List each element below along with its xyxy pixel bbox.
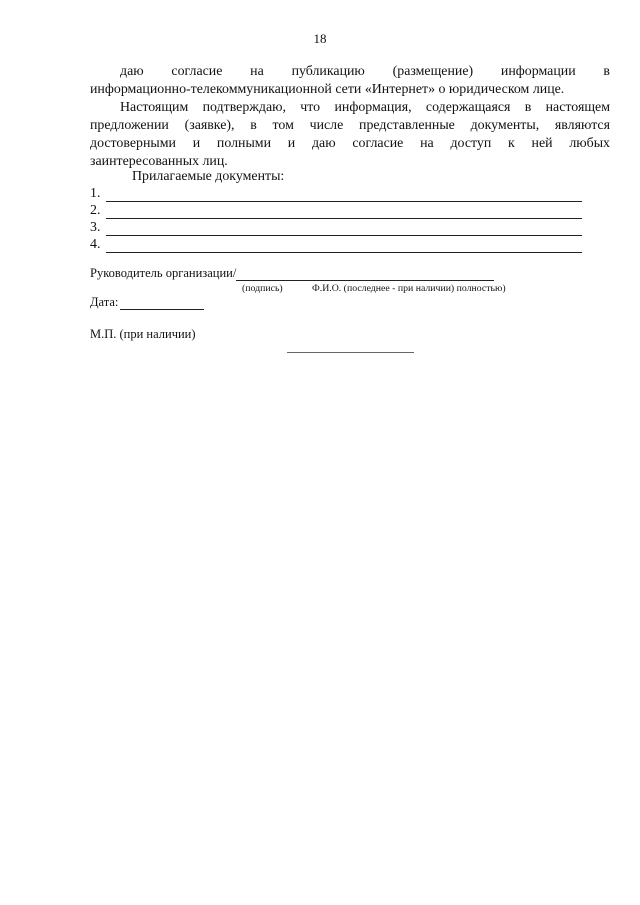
attachment-item [90,185,582,202]
page-number: 18 [313,31,327,46]
confirmation-line-3: достоверными и полными и даю согласие на доступ к ней любых [90,136,610,151]
attachment-blank-line [106,189,582,202]
attachment-number: 3. [90,220,101,235]
attachment-blank-line [106,240,582,253]
date-row [90,295,204,310]
consent-paragraph [90,63,610,99]
attachment-item [90,219,582,236]
attachment-blank-line [106,206,582,219]
confirmation-line-1: Настоящим подтверждаю, что информация, содержащаяся в настоящем [120,100,610,115]
consent-line-1: даю согласие на публикацию (размещение) информации в [120,64,610,79]
attachment-blank-line [106,223,582,236]
confirmation-line-4: заинтересованных лиц. [90,154,228,169]
name-caption: Ф.И.О. (последнее - при наличии) полностью) [312,283,506,294]
stamp-label: М.П. (при наличии) [90,327,196,341]
confirmation-line-2: предложении (заявке), в том числе представленные документы, являются [90,118,610,133]
attachment-number: 2. [90,203,101,218]
attachments-list [90,185,582,253]
date-label: Дата: [90,295,119,309]
signature-row [90,266,494,281]
consent-line-2: информационно-телекоммуникационной сети «Интернет» о юридическом лице. [90,82,565,97]
attachments-title: Прилагаемые документы: [132,169,285,184]
signature-caption: (подпись) [242,283,283,294]
signature-blank-line [236,267,494,281]
signature-label: Руководитель организации/ [90,266,237,280]
attachment-item [90,236,582,253]
attachment-number: 1. [90,186,101,201]
attachment-number: 4. [90,237,101,252]
date-blank-line [120,296,204,310]
confirmation-paragraph [90,99,610,171]
end-divider [287,352,414,353]
attachment-item [90,202,582,219]
